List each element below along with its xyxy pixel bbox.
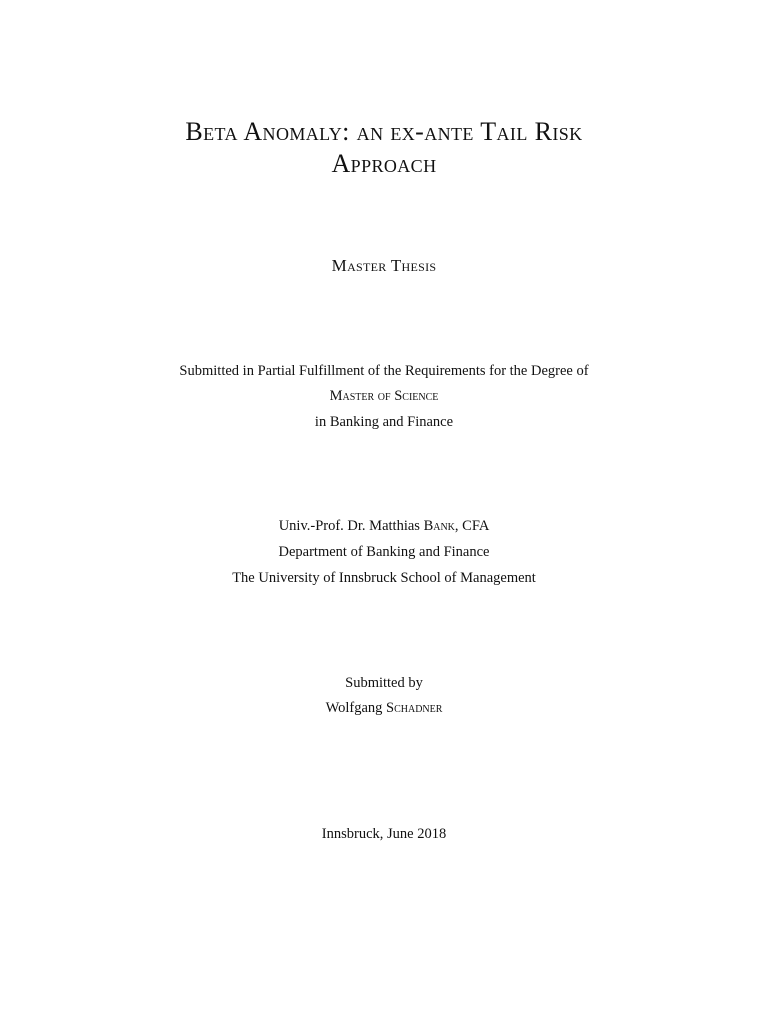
department: Department of Banking and Finance [278, 544, 490, 560]
university: The University of Innsbruck School of Management [232, 570, 536, 586]
supervisor-name [0, 516, 768, 536]
place-and-date: Innsbruck, June 2018 [321, 826, 447, 842]
degree-name: Master of Science [329, 388, 439, 404]
degree-field: in Banking and Finance [314, 414, 454, 430]
thesis-type: Master Thesis [331, 256, 437, 275]
supervisor-prefix: Univ.-Prof. Dr. Matthias [278, 518, 424, 534]
supervisor-suffix: , CFA [454, 518, 490, 534]
thesis-title-line-1: Beta Anomaly: an ex-ante Tail Risk [185, 117, 583, 146]
thesis-title-line-2: Approach [331, 149, 437, 178]
submission-statement: Submitted in Partial Fulfillment of the Requirements for the Degree of [179, 363, 589, 379]
author-surname: Schadner [386, 700, 443, 716]
supervisor-surname: Bank [423, 518, 455, 534]
submitted-by-label: Submitted by [345, 675, 423, 691]
author-name [0, 698, 768, 718]
author-given-name: Wolfgang [325, 700, 387, 716]
